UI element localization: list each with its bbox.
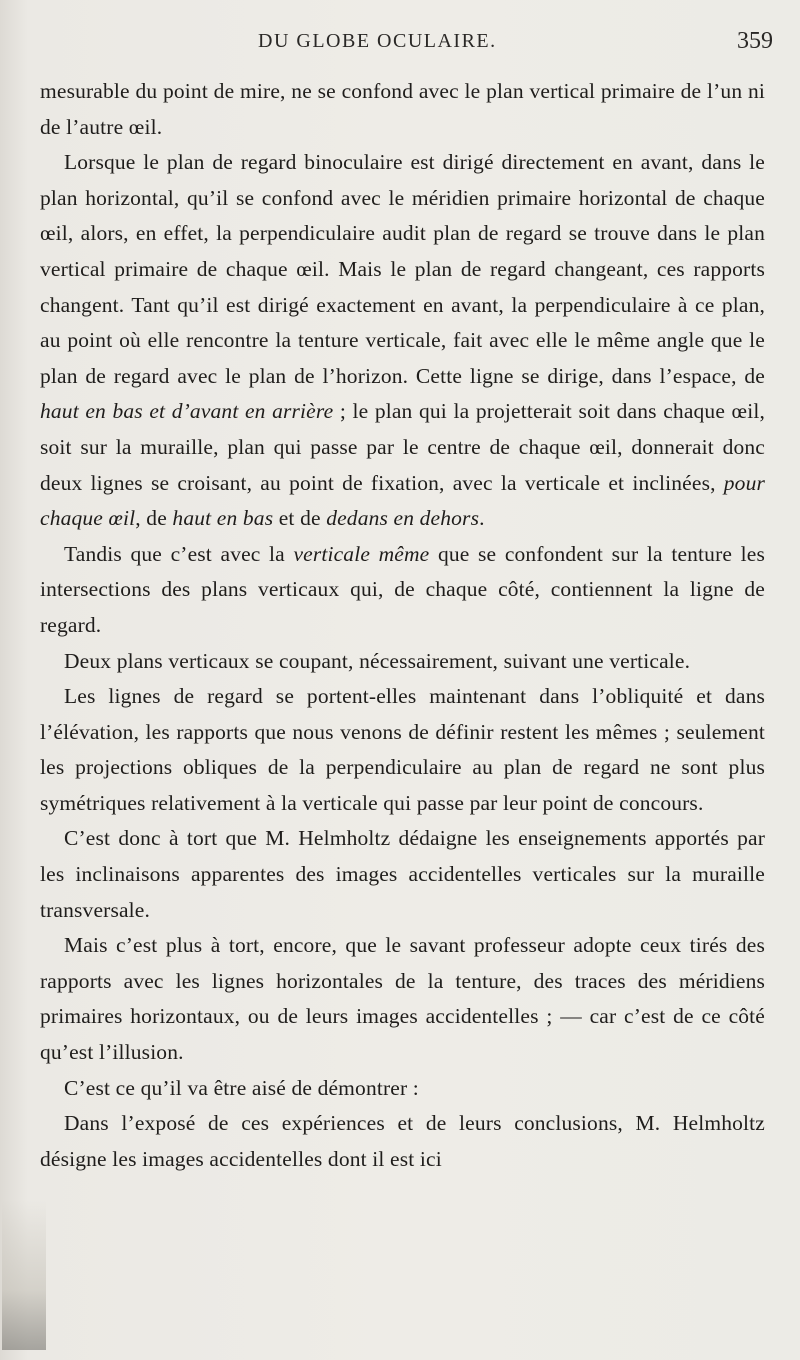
page-header xyxy=(0,30,800,64)
italic-text: verticale même xyxy=(293,541,430,566)
paragraph xyxy=(40,537,765,644)
text-segment: Les lignes de regard se portent-elles maintenant dans l’obliquité et dans l’élévation, les rapports que nous venons de définir restent les mêmes ; seulement les projections obliques de la perpendiculaire au plan de regard ne sont plus symétriques relativement à la verticale qui passe par leur point de concours. xyxy=(40,684,765,815)
running-title: DU GLOBE OCULAIRE. xyxy=(258,30,497,52)
text-segment: C’est ce qu’il va être aisé de démontrer : xyxy=(64,1075,419,1100)
text-segment: . xyxy=(479,506,485,531)
italic-text: haut en bas et d’avant en arrière xyxy=(40,399,334,424)
text-segment: et de xyxy=(273,506,327,531)
text-segment: C’est donc à tort que M. Helmholtz dédaigne les enseignements apportés par les inclinaisons apparentes des images accidentelles verticales sur la muraille transversale. xyxy=(40,826,765,922)
page-number: 359 xyxy=(737,28,773,54)
paragraph xyxy=(40,679,765,821)
italic-text: dedans en dehors xyxy=(326,506,480,531)
text-segment: , de xyxy=(135,506,173,531)
italic-text: pour chaque œil xyxy=(40,470,765,531)
text-segment: Tandis que c’est avec la xyxy=(64,541,294,566)
text-segment: Mais c’est plus à tort, encore, que le savant professeur adopte ceux tirés des rapports avec les lignes horizontales de la tenture, des traces des méridiens primaires horizontaux, ou de leurs images accidentelles ; — car c’est de ce côté qu’est l’illusion. xyxy=(40,933,765,1065)
text-segment: que se confondent sur la tenture les intersections des plans verticaux qui, de chaque côté, contiennent la ligne de regard. xyxy=(40,541,765,637)
text-segment: Lorsque le plan de regard binoculaire est dirigé directement en avant, dans le plan horizontal, qu’il se confond avec le méridien primaire horizontal de chaque œil, alors, en effet, la perpendiculaire audit plan de regard se trouve dans le plan vertical primaire de chaque œil. Mais le plan de regard changeant, ces rapports changent. Tant qu’il est dirigé exactement en avant, la perpendiculaire à ce plan, au point où elle rencontre la tenture verticale, fait avec elle le même angle que le plan de regard avec le plan de l’horizon. Cette ligne se dirige, dans l’espace, de xyxy=(40,150,765,388)
text-segment: Deux plans verticaux se coupant, nécessairement, suivant une verticale. xyxy=(64,648,691,673)
text-segment: mesurable du point de mire, ne se confond avec le plan vertical primaire de l’un ni de l’autre œil. xyxy=(40,79,765,139)
paragraph xyxy=(40,1106,765,1177)
paragraph xyxy=(40,145,765,537)
paragraph xyxy=(40,644,765,680)
paragraph xyxy=(40,1071,765,1107)
text-segment: ; le plan qui la projetterait soit dans chaque œil, soit sur la muraille, plan qui passe par le centre de chaque œil, donnerait donc deux lignes se croisant, au point de fixation, avec la verticale et inclinées, xyxy=(40,399,765,495)
paragraph xyxy=(40,74,765,145)
binding-shadow xyxy=(2,1200,46,1350)
italic-text: haut en bas xyxy=(172,506,274,531)
paragraph xyxy=(40,928,765,1070)
body-text xyxy=(40,74,765,1177)
paragraph xyxy=(40,821,765,928)
text-segment: Dans l’exposé de ces expériences et de leurs conclusions, M. Helmholtz désigne les images accidentelles dont il est ici xyxy=(40,1111,765,1171)
